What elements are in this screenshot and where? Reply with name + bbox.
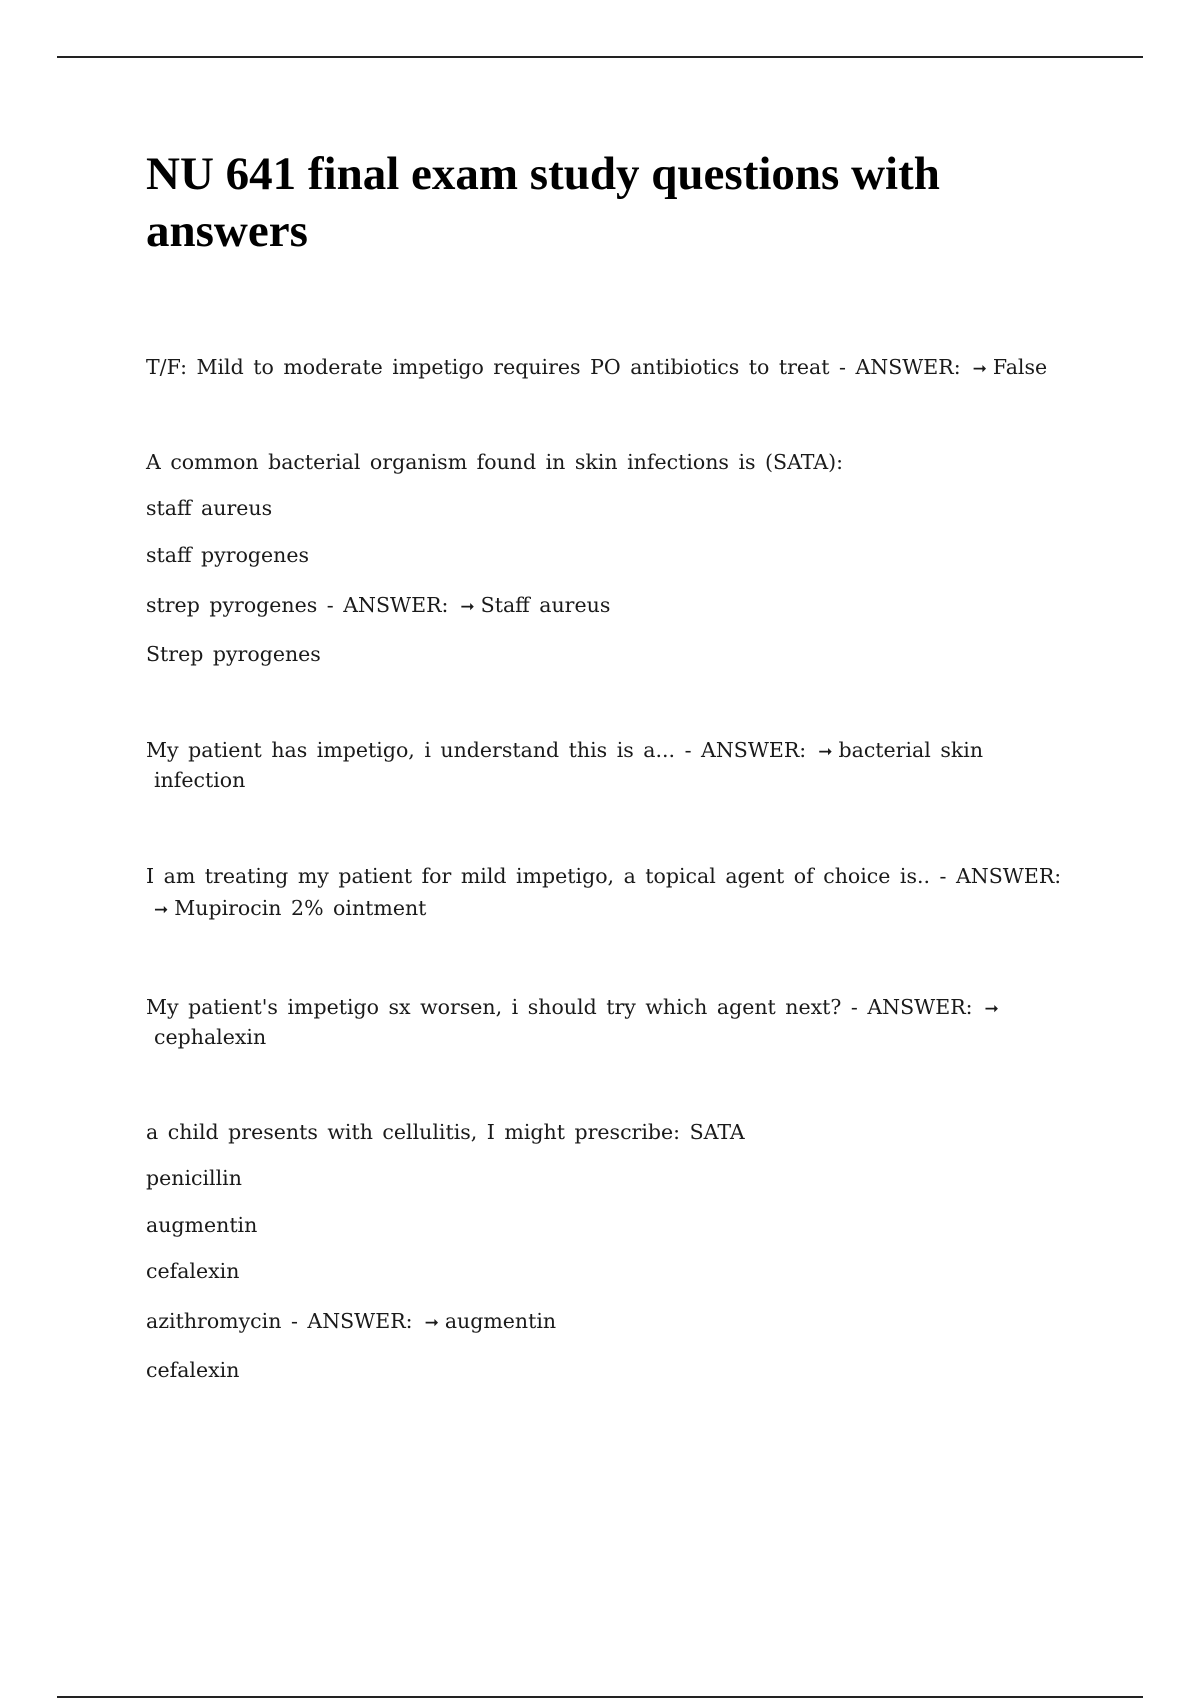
q1-line bbox=[146, 352, 1047, 385]
q3-answer-1: bacterial skin bbox=[838, 738, 984, 762]
q2-answer-1: Staff aureus bbox=[480, 593, 611, 617]
q5-answer: cephalexin bbox=[154, 1025, 267, 1049]
top-rule bbox=[57, 56, 1143, 58]
document-title: NU 641 final exam study questions with answers bbox=[146, 148, 940, 257]
arrow-icon: ➞ bbox=[984, 999, 999, 1019]
answer-label: ANSWER: bbox=[867, 995, 973, 1019]
q4-line bbox=[146, 861, 1061, 892]
q2-option-3: strep pyrogenes - bbox=[146, 593, 344, 617]
q1-answer: False bbox=[992, 355, 1048, 379]
q6-option-3: cefalexin bbox=[146, 1259, 240, 1283]
q6-answer-1: augmentin bbox=[444, 1309, 557, 1333]
answer-label: ANSWER: bbox=[956, 864, 1062, 888]
q2-answer-2: Strep pyrogenes bbox=[146, 642, 321, 666]
q6-option-2: augmentin bbox=[146, 1213, 258, 1237]
q1-question: T/F: Mild to moderate impetigo requires PO antibiotics to treat - bbox=[146, 355, 856, 379]
q3-line bbox=[146, 735, 983, 768]
answer-label: ANSWER: bbox=[307, 1309, 413, 1333]
arrow-icon: ➞ bbox=[154, 900, 169, 920]
q3-answer-2: infection bbox=[154, 768, 246, 792]
q2-answer-line bbox=[146, 590, 610, 623]
arrow-icon: ➞ bbox=[818, 742, 833, 762]
answer-label: ANSWER: bbox=[701, 738, 807, 762]
arrow-icon: ➞ bbox=[424, 1313, 439, 1333]
bottom-rule bbox=[57, 1696, 1143, 1698]
q6-option-1: penicillin bbox=[146, 1166, 242, 1190]
q6-question: a child presents with cellulitis, I might prescribe: SATA bbox=[146, 1120, 745, 1144]
arrow-icon: ➞ bbox=[460, 597, 475, 617]
q3-question: My patient has impetigo, i understand this is a... - bbox=[146, 738, 702, 762]
q6-answer-2: cefalexin bbox=[146, 1358, 240, 1382]
answer-label: ANSWER: bbox=[855, 355, 961, 379]
q4-question: I am treating my patient for mild impetigo, a topical agent of choice is.. - bbox=[146, 864, 956, 888]
arrow-icon: ➞ bbox=[972, 359, 987, 379]
q2-option-1: staff aureus bbox=[146, 496, 273, 520]
q4-answer-line bbox=[146, 893, 426, 926]
q4-answer: Mupirocin 2% ointment bbox=[174, 896, 427, 920]
q6-answer-line bbox=[146, 1306, 556, 1339]
q2-option-2: staff pyrogenes bbox=[146, 543, 310, 567]
q2-question: A common bacterial organism found in skin infections is (SATA): bbox=[146, 450, 844, 474]
q5-line bbox=[146, 992, 1005, 1025]
q6-option-4: azithromycin - bbox=[146, 1309, 308, 1333]
answer-label: ANSWER: bbox=[343, 593, 449, 617]
q5-question: My patient's impetigo sx worsen, i should try which agent next? - bbox=[146, 995, 868, 1019]
